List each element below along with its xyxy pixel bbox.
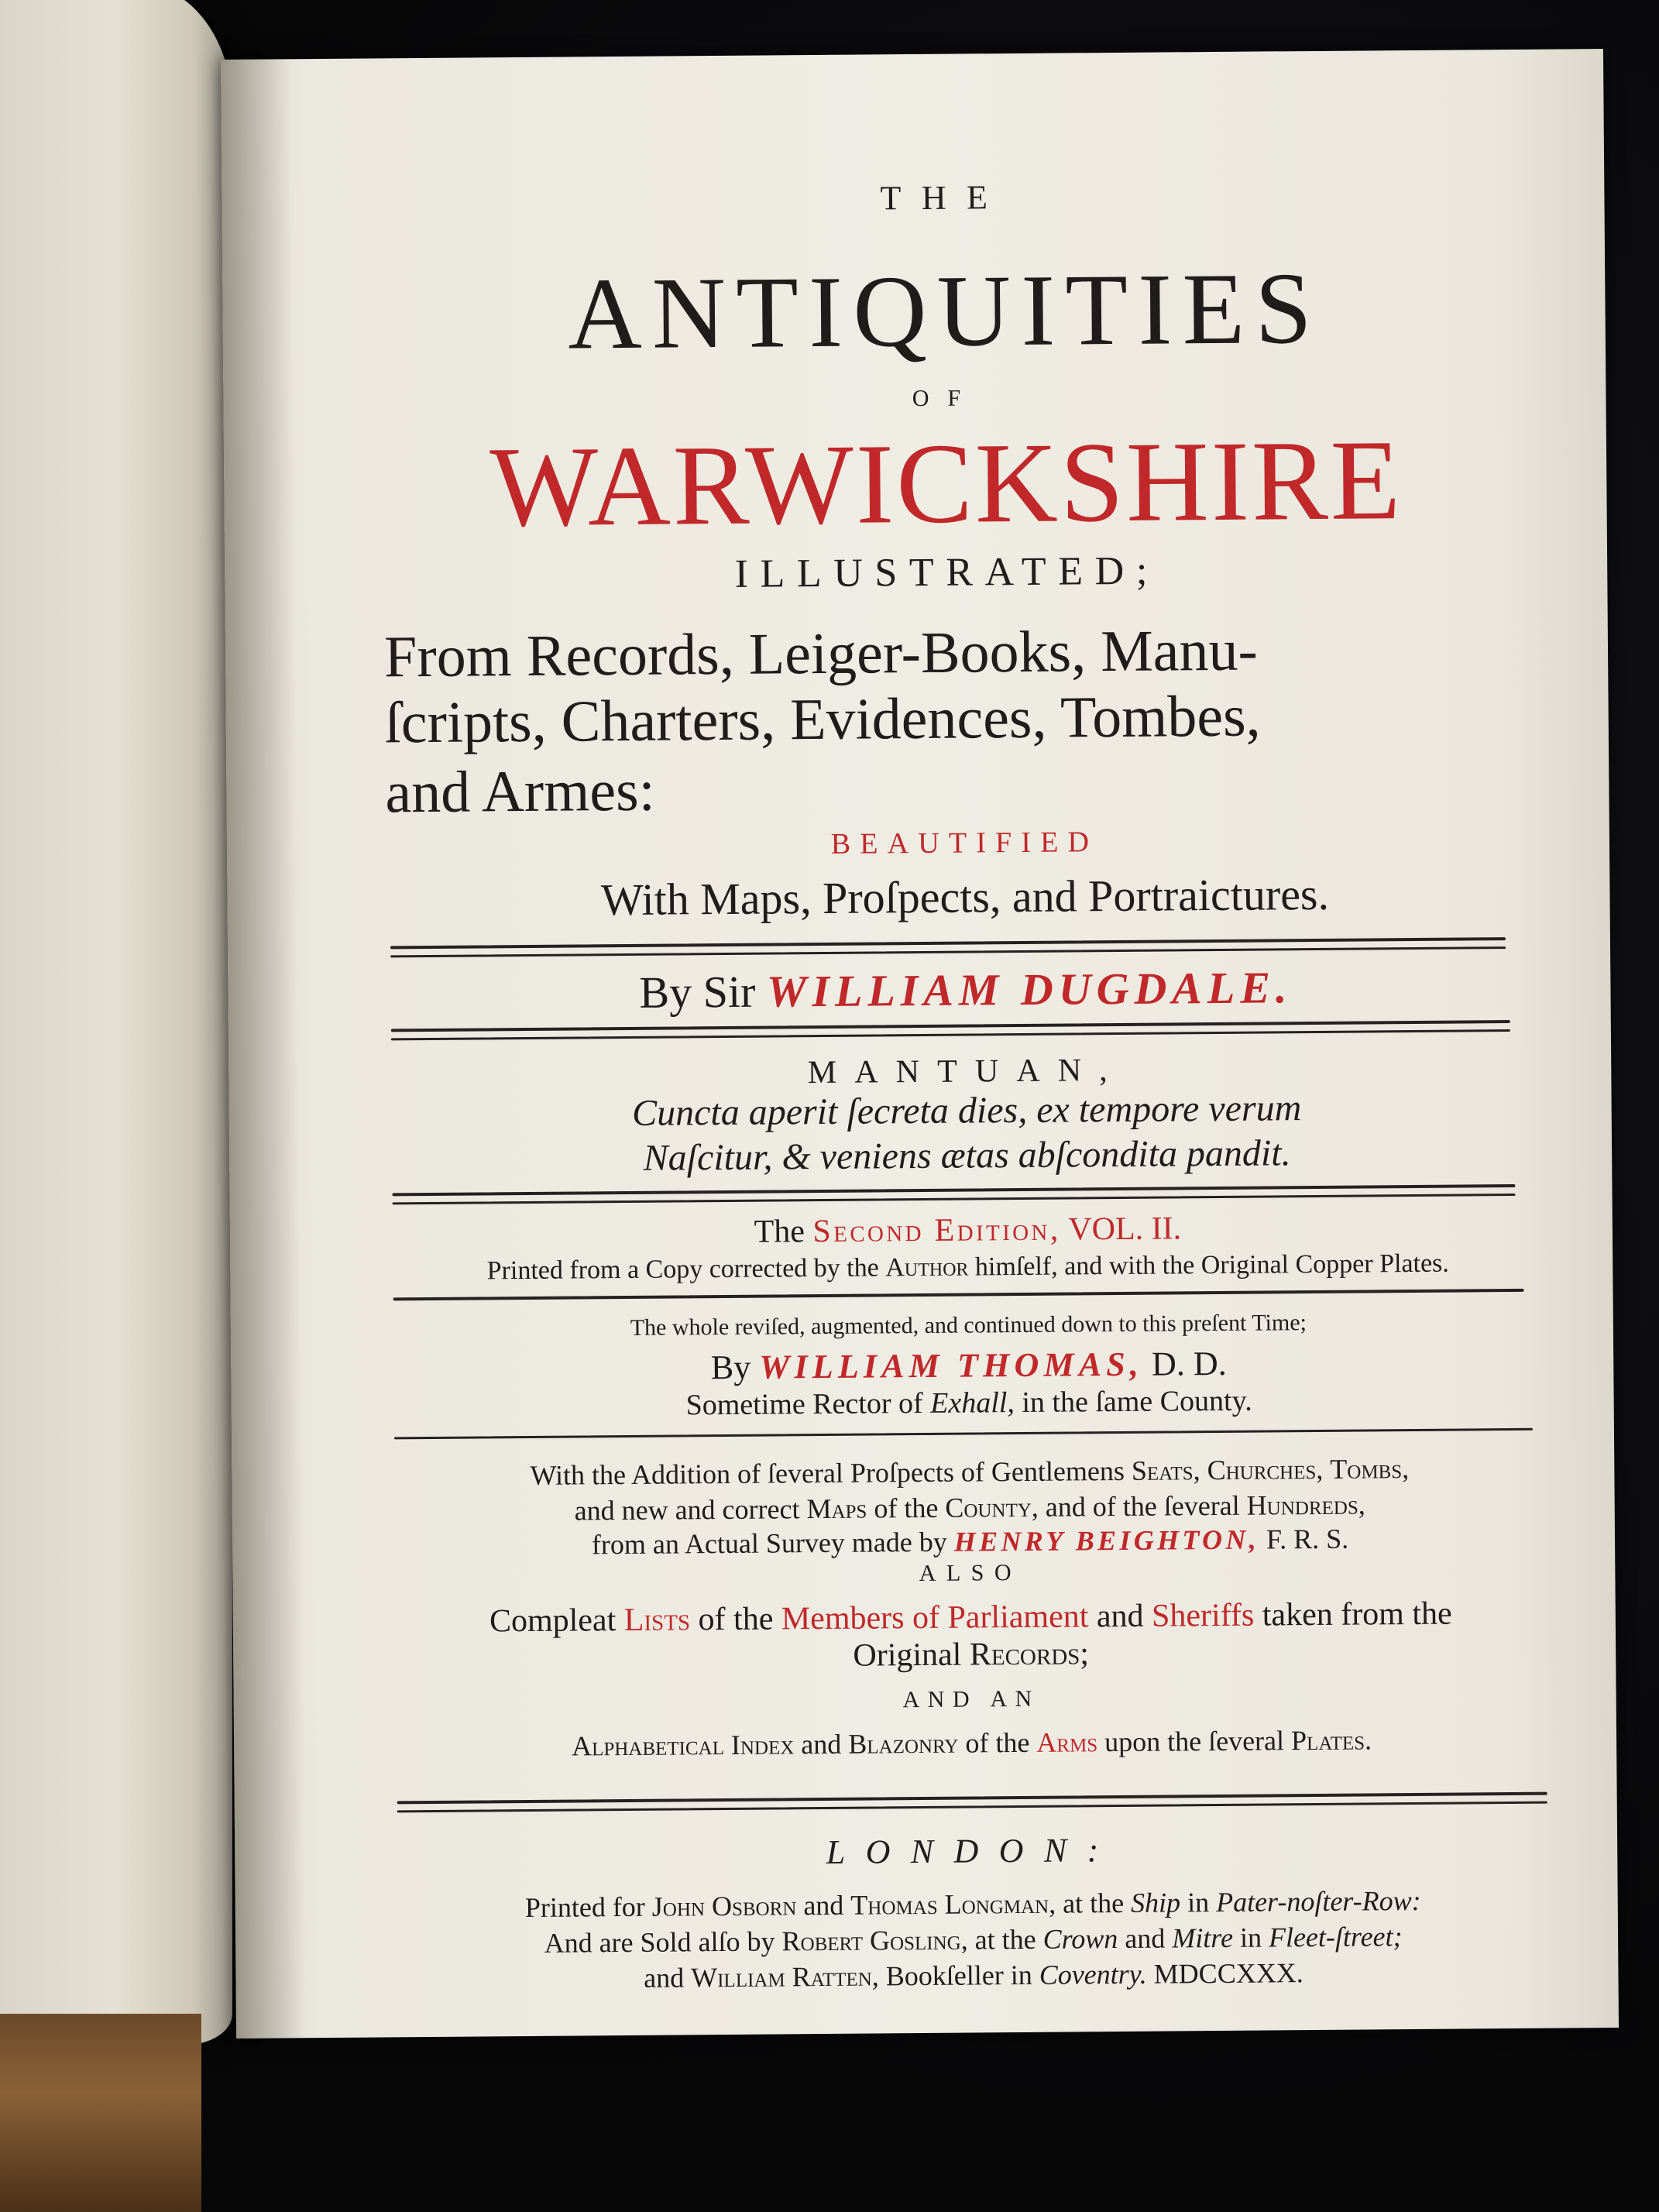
imprint-year: MDCCXXX. (1153, 1957, 1304, 1990)
imprint-at-the: at the (1062, 1887, 1125, 1919)
index-line (234, 1721, 1659, 1764)
and-text: and (1096, 1598, 1144, 1635)
author-line (228, 959, 1657, 1022)
mitre-sign: Mitre (1172, 1922, 1234, 1954)
gosling-name: Robert Gosling, (781, 1924, 968, 1957)
title-page (221, 49, 1619, 2039)
beautified-heading: BEAUTIFIED (830, 826, 1099, 860)
rule-3b (393, 1194, 1516, 1204)
imprint-text: Printed for (524, 1891, 645, 1924)
index-of-the: of the (965, 1726, 1030, 1759)
motto-attribution: MANTUAN, (807, 1052, 1125, 1091)
records-word: Records; (969, 1636, 1090, 1673)
rule-2b (391, 1029, 1510, 1040)
rector-text-2: in the ſame County. (1022, 1384, 1252, 1419)
title-antiquities: ANTIQUITIES (567, 250, 1323, 371)
author-word: Author (885, 1252, 969, 1283)
surveyor-frs: F. R. S. (1266, 1523, 1349, 1555)
printed-from-text: Printed from a Copy corrected by the (486, 1253, 879, 1286)
churches-word: Churches, (1207, 1453, 1324, 1486)
rule-5 (394, 1428, 1533, 1440)
osborn-name: John Osborn (651, 1890, 797, 1922)
reviser-name: WILLIAM THOMAS, (759, 1345, 1144, 1386)
compleat-word: Compleat (489, 1602, 617, 1640)
imprint-text-2: And are Sold alſo by (544, 1925, 775, 1959)
rule-6b (397, 1802, 1547, 1813)
motto-line-1: Cuncta aperit ſecreta dies, ex tempore verum (631, 1087, 1302, 1134)
county-word: County, (945, 1491, 1039, 1523)
reviser-prefix: By (710, 1348, 751, 1387)
tombs-word: Tombs, (1330, 1453, 1410, 1485)
edition-prefix: The (754, 1214, 805, 1250)
revised-line: The whole reviſed, augmented, and continued down to this preſent Time; (630, 1310, 1307, 1341)
rector-text: Sometime Rector of (685, 1386, 923, 1422)
maps-word: Maps (806, 1492, 867, 1525)
index-upon: upon the ſeveral (1104, 1725, 1285, 1758)
of-the-text: of the (698, 1601, 774, 1638)
additions-text-2: and new and correct (574, 1493, 800, 1527)
sources-line-3: and Armes: (385, 757, 656, 826)
imprint-at-the-2: at the (974, 1923, 1036, 1956)
imprint-and: and (803, 1889, 844, 1922)
lists-word: Lists (623, 1602, 691, 1639)
plates-word: Plates. (1290, 1724, 1372, 1757)
original-word: Original (853, 1637, 962, 1674)
sheriffs-text: Sheriffs (1151, 1597, 1255, 1634)
maps-line: With Maps, Proſpects, and Portraictures. (600, 868, 1330, 926)
imprint-and-3: and (644, 1962, 685, 1994)
title-county: WARWICKSHIRE (489, 417, 1403, 551)
and-an-heading: AND AN (902, 1685, 1040, 1713)
members-text: Members of Parliament (781, 1599, 1089, 1637)
additions-text-3: of the (874, 1492, 939, 1524)
title-of: OF (912, 385, 980, 412)
blazonry-word: Blazonry (848, 1727, 959, 1760)
title-the: THE (880, 178, 1008, 218)
additions-text-4: and of the ſeveral (1045, 1489, 1240, 1523)
surveyor-name: HENRY BEIGHTON, (953, 1523, 1260, 1558)
printed-from-line (230, 1248, 1659, 1288)
author-prefix: By Sir (639, 966, 756, 1018)
sources-line-1: From Records, Leiger-Books, Manu- (383, 617, 1259, 690)
edition-label: Second Edition, (812, 1211, 1061, 1250)
edition-line (230, 1207, 1659, 1255)
additions-text: With the Addition of ſeveral Proſpects of Gentlemens (530, 1455, 1125, 1491)
imprint-and-2: and (1125, 1922, 1166, 1954)
sources-line-2: ſcripts, Charters, Evidences, Tombes, (384, 683, 1261, 756)
additions-text-5: from an Actual Survey made by (591, 1526, 947, 1561)
longman-name: Thomas Longman, (850, 1887, 1056, 1921)
index-and: and (801, 1728, 842, 1760)
ship-sign: Ship (1130, 1887, 1181, 1918)
ratten-name: William Ratten, (690, 1960, 879, 1994)
seats-word: Seats, (1131, 1455, 1200, 1486)
coventry-place: Coventry. (1039, 1958, 1147, 1990)
imprint-in-2: in (1239, 1922, 1262, 1953)
imprint-city: LONDON: (826, 1831, 1119, 1871)
alphabetical-index-text: Alphabetical Index (571, 1729, 795, 1762)
title-illustrated: ILLUSTRATED; (734, 548, 1160, 596)
crown-sign: Crown (1042, 1923, 1118, 1955)
imprint-in: in (1187, 1887, 1210, 1918)
hundreds-word: Hundreds, (1246, 1489, 1365, 1521)
arms-word: Arms (1036, 1726, 1098, 1758)
imprint-bookseller: Bookſeller in (885, 1959, 1032, 1992)
book-binding-edge (0, 2014, 201, 2212)
left-blank-page (0, 0, 232, 2045)
taken-text: taken from the (1262, 1595, 1452, 1633)
rule-4 (393, 1289, 1524, 1300)
imprint-line-3 (235, 1953, 1659, 1997)
motto-line-2: Naſcitur, & veniens ætas abſcondita pandit. (643, 1132, 1291, 1179)
printed-from-text-2: himſelf, and with the Original Copper Plates. (974, 1249, 1449, 1282)
fleet-street: Fleet-ſtreet; (1268, 1921, 1403, 1953)
also-heading: ALSO (919, 1559, 1022, 1587)
rector-place: Exhall, (930, 1386, 1015, 1420)
rule-1b (390, 946, 1506, 957)
volume-label: VOL. II. (1068, 1211, 1182, 1248)
reviser-degree: D. D. (1151, 1344, 1227, 1383)
author-name: WILLIAM DUGDALE. (766, 962, 1293, 1017)
paternoster-row: Pater-noſter-Row: (1215, 1884, 1421, 1918)
